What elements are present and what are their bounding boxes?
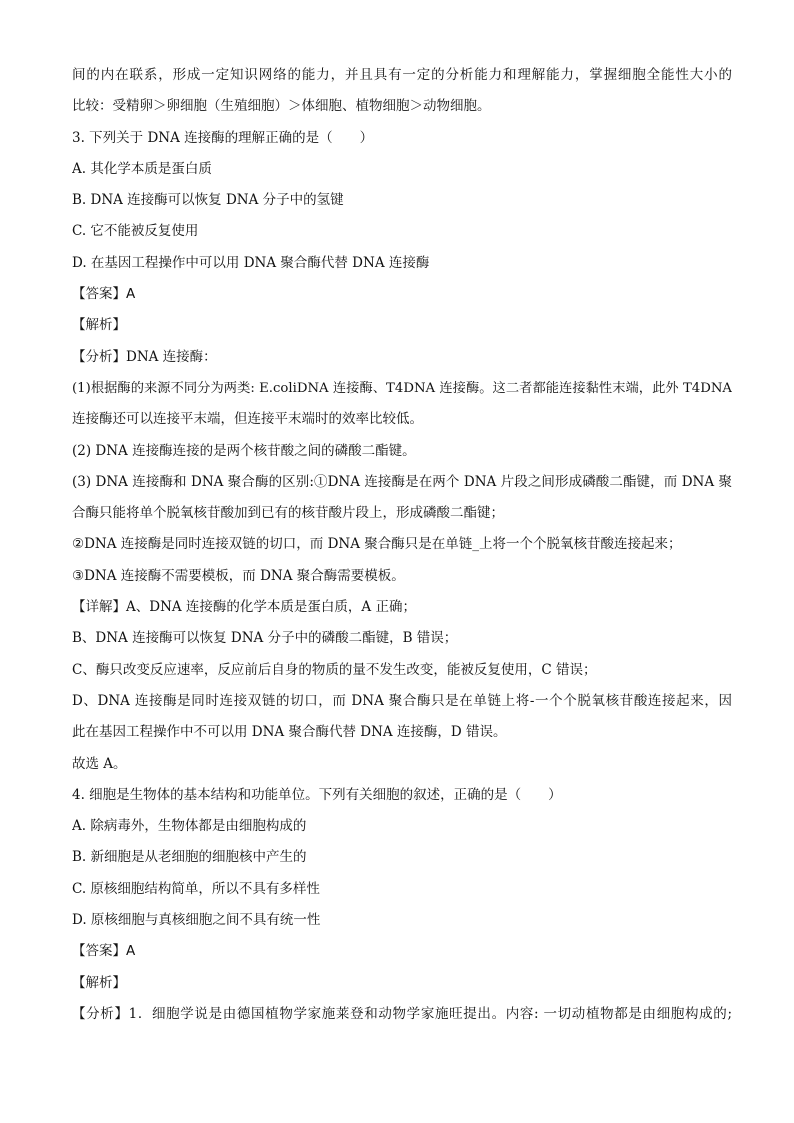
analysis-line: 连接酶还可以连接平末端，但连接平末端时的效率比较低。 (72, 411, 423, 428)
detail-line: D、DNA 连接酶是同时连接双链的切口，而 DNA 聚合酶只是在单链上将-一个个脱氧核苷酸连接起来，因 (72, 692, 732, 709)
option-d: D. 在基因工程操作中可以用 DNA 聚合酶代替 DNA 连接酶 (72, 254, 430, 271)
analysis-line: 合酶只能将单个脱氧核苷酸加到已有的核苷酸片段上，形成磷酸二酯键； (72, 505, 504, 522)
detail-line: C、酶只改变反应速率，反应前后自身的物质的量不发生改变，能被反复使用，C 错误； (72, 661, 597, 678)
answer-line: 【答案】A (72, 943, 136, 960)
analysis-line: 【分析】DNA 连接酶： (72, 348, 217, 365)
option-a: A. 其化学本质是蛋白质 (72, 160, 212, 177)
option-a: A. 除病毒外，生物体都是由细胞构成的 (72, 818, 307, 835)
option-d: D. 原核细胞与真核细胞之间不具有统一性 (72, 912, 321, 929)
option-b: B. DNA 连接酶可以恢复 DNA 分子中的氢键 (72, 192, 344, 209)
analysis-line: 【分析】1．细胞学说是由德国植物学家施莱登和动物学家施旺提出。内容: 一切动植物都是由细胞构成的; (72, 1005, 732, 1022)
analysis-heading: 【解析】 (72, 974, 126, 991)
text-line: 间的内在联系，形成一定知识网络的能力，并且具有一定的分析能力和理解能力，掌握细胞全能性大小的 (72, 67, 732, 83)
detail-line: 【详解】A、DNA 连接酶的化学本质是蛋白质，A 正确； (72, 599, 416, 616)
option-c: C. 它不能被反复使用 (72, 223, 199, 240)
conclusion-line: 故选 A。 (72, 755, 127, 772)
analysis-line: ②DNA 连接酶是同时连接双链的切口，而 DNA 聚合酶只是在单链_上将一个个脱氧核苷酸连接起来； (72, 536, 682, 553)
analysis-line: (3) DNA 连接酶和 DNA 聚合酶的区别:①DNA 连接酶是在两个 DNA 片段之间形成磷酸二酯键，而 DNA 聚 (72, 473, 732, 490)
option-c: C. 原核细胞结构简单，所以不具有多样性 (72, 880, 320, 897)
analysis-line: ③DNA 连接酶不需要模板，而 DNA 聚合酶需要模板。 (72, 567, 405, 584)
detail-line: B、DNA 连接酶可以恢复 DNA 分子中的磷酸二酯键，B 错误； (72, 630, 458, 647)
option-b: B. 新细胞是从老细胞的细胞核中产生的 (72, 849, 307, 866)
analysis-heading: 【解析】 (72, 317, 126, 334)
analysis-line: (2) DNA 连接酶连接的是两个核苷酸之间的磷酸二酯键。 (72, 442, 416, 459)
question-stem: 3. 下列关于 DNA 连接酶的理解正确的是（ ） (72, 129, 374, 146)
answer-line: 【答案】A (72, 286, 136, 303)
text-line: 比较：受精卵＞卵细胞（生殖细胞）＞体细胞、植物细胞＞动物细胞。 (72, 98, 491, 115)
analysis-line: (1)根据酶的来源不同分为两类: E.coliDNA 连接酶、T4DNA 连接酶。这二者都能连接黏性末端，此外 T4DNA (72, 380, 732, 396)
document-page (72, 60, 732, 1030)
detail-line: 此在基因工程操作中不可以用 DNA 聚合酶代替 DNA 连接酶，D 错误。 (72, 724, 507, 741)
question-stem: 4. 细胞是生物体的基本结构和功能单位。下列有关细胞的叙述，正确的是（ ） (72, 786, 562, 803)
